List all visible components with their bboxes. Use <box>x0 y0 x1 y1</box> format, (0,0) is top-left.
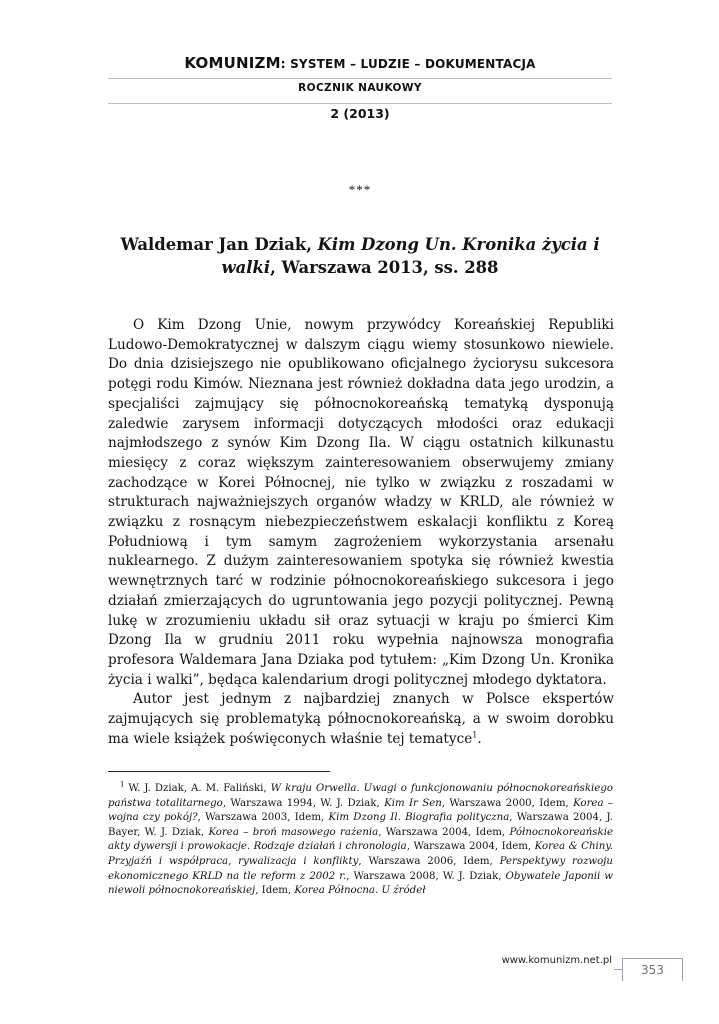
footnote-work-title: W kraju Orwella. Uwagi o funkcjonowaniu północnokoreańskiego państwa totalitarnego <box>108 783 613 809</box>
header-rule-top <box>108 78 612 79</box>
journal-title <box>108 52 612 75</box>
paragraph-2-end: . <box>477 730 482 747</box>
footnote-text: , Warszawa 2004, J. Bayer, W. J. Dziak, <box>108 812 613 838</box>
footnote-1 <box>108 782 613 899</box>
footer-website-link[interactable]: www.komunizm.net.pl <box>501 955 612 966</box>
footnote-work-title: Korea – broń masowego rażenia <box>208 826 379 838</box>
review-author: Waldemar Jan Dziak, <box>120 235 318 254</box>
footnote-text: , Idem, <box>255 885 295 897</box>
footnote-work-title: Korea – wojna czy pokój? <box>108 797 613 824</box>
footnote-work-title: Kim Ir Sen <box>384 797 442 809</box>
footnote-text: , Warszawa 2000, Idem, <box>441 797 574 809</box>
journal-title-colon: : <box>280 57 286 71</box>
footnote-work-title: Kim Dzong Il. Biografia polityczna <box>328 812 510 824</box>
footnote-text: , Warszawa 2003, Idem, <box>197 812 329 824</box>
issue-number: 2 (2013) <box>330 106 390 121</box>
page-number-box <box>622 958 683 981</box>
paragraph-2 <box>108 690 614 749</box>
footnote-text: , Warszawa 2004, Idem, <box>406 841 535 853</box>
footnote-number: 1 <box>120 780 125 789</box>
footnote-reference[interactable]: 1 <box>472 730 478 740</box>
footnote-text: , Warszawa 2004, Idem, <box>378 826 510 838</box>
footnote-work-title: Obywatele Japonii w niewoli północnokoreańskiej <box>108 870 614 897</box>
journal-title-main: KOMUNIZM <box>184 54 281 72</box>
page-number: 353 <box>641 963 664 977</box>
journal-header <box>108 52 612 75</box>
footnote-divider <box>108 771 330 772</box>
header-rule-bottom <box>108 103 612 104</box>
journal-title-rest: SYSTEM – LUDZIE – DOKUMENTACJA <box>285 57 536 71</box>
footnote-text: W. J. Dziak, A. M. Faliński, <box>124 783 271 794</box>
footnote-work-title: Korea Północna. U źródeł <box>294 885 426 897</box>
review-details: , Warszawa 2013, ss. 288 <box>270 258 499 277</box>
footnote-work-title: Północnokoreańskie akty dywersji i prowokacje. Rodzaje działań i chronologia <box>108 826 613 853</box>
footnote-text: , Warszawa 2008, W. J. Dziak, <box>346 870 506 882</box>
paragraph-2-text: Autor jest jednym z najbardziej znanych w Polsce ekspertów zajmujących się problematyką północnokoreańską, a w swoim dorobku ma wiele książek poświęconych właśnie tej tematyce <box>108 691 614 747</box>
footnote <box>108 782 613 899</box>
review-book-title: Kim Dzong Un. Kronika życia i walki <box>221 235 600 277</box>
footnote-work-title: Korea & Chiny. Przyjaźń i współpraca, rywalizacja i konflikty <box>108 841 613 867</box>
footnote-work-title: Perspektywy rozwoju ekonomicznego KRLD na tle reform z 2002 r. <box>108 855 613 882</box>
section-separator: *** <box>348 182 372 197</box>
footnote-text: , Warszawa 1994, W. J. Dziak, <box>222 797 385 809</box>
footnote-text: , Warszawa 2006, Idem, <box>358 855 500 867</box>
article-body <box>108 316 614 749</box>
journal-subtitle: ROCZNIK NAUKOWY <box>298 82 422 94</box>
review-title <box>108 233 612 279</box>
paragraph-1: O Kim Dzong Unie, nowym przywódcy Koreańskiej Republiki Ludowo-Demokratycznej w dalszym ciągu wiemy stosunkowo niewiele. Do dnia dzisiejszego nie opublikowano oficjalnego życiorysu sukcesora potęgi rodu Kimów. Nieznana jest również dokładna data jego urodzin, a specjaliści zajmujący się północnokoreańską tematyką dysponują zaledwie zarysem informacji dotyczących młodości oraz edukacji najmłodszego z synów Kim Dzong Ila. W ciągu ostatnich kilkunastu miesięcy z coraz większym zainteresowaniem obserwujemy zmiany zachodzące w Korei Północnej, nie tylko w związku z roszadami w strukturach najważniejszych organów władzy w KRLD, ale również w związku z rosnącym niebezpieczeństwem eskalacji konfliktu z Koreą Południową i tym samym zagrożeniem wykorzystania arsenału nuklearnego. Z dużym zainteresowaniem spotyka się również kwestia wewnętrznych tarć w rodzinie północnokoreańskiego sukcesora i jego działań zmierzających do ugruntowania jego pozycji politycznej. Pewną lukę w zrozumieniu układu sił oraz sytuacji w kraju po śmierci Kim Dzong Ila w grudniu 2011 roku wypełnia najnowsza monografia profesora Waldemara Jana Dziaka pod tytułem: „Kim Dzong Un. Kronika życia i walki”, będąca kalendarium drogi politycznej młodego dyktatora. <box>108 317 614 688</box>
